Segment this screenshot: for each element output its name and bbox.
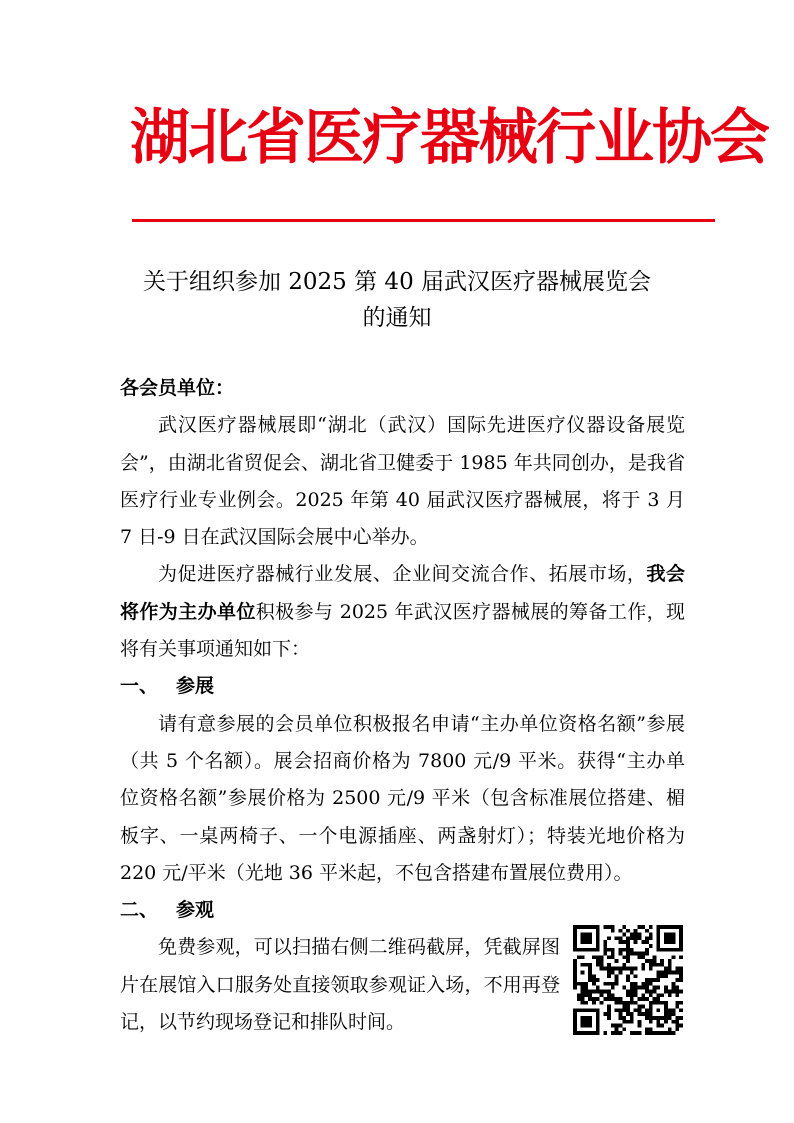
section-1-number: 一、 — [120, 675, 159, 698]
section-1-body: 请有意参展的会员单位积极报名申请“主办单位资格名额”参展（共 5 个名额）。展会招商价格为 7800 元/9 平米。获得“主办单位资格名额”参展价格为 2500 元/9 平米（包含标准展位搭建、楣板字、一桌两椅子、一个电源插座、两盏射灯）；特装光地价格为 220 元/平米（光地 36 平米起，不包含搭建布置展位费用）。 — [120, 712, 685, 884]
intro-paragraph: 武汉医疗器械展即“湖北（武汉）国际先进医疗仪器设备展览会”，由湖北省贸促会、湖北省卫健委于 1985 年共同创办，是我省医疗行业专业例会。2025 年第 40 届武汉医疗器械展，将于 3 月 7 日-9 日在武汉国际会展中心举办。 — [120, 414, 685, 549]
purpose-text-before: 为促进医疗器械行业发展、企业间交流合作、拓展市场， — [158, 563, 647, 586]
document-title — [110, 264, 684, 336]
purpose-paragraph — [120, 556, 685, 668]
salutation: 各会员单位： — [120, 377, 235, 399]
letterhead-divider — [132, 219, 715, 222]
qr-code-icon[interactable] — [573, 925, 683, 1035]
section-2-heading — [120, 892, 685, 929]
section-2-body: 免费参观，可以扫描右侧二维码截屏，凭截屏图片在展馆入口服务处直接领取参观证入场，不用再登记，以节约现场登记和排队时间。 — [120, 936, 560, 1034]
title-line-2: 的通知 — [362, 305, 432, 331]
section-1-heading — [120, 668, 685, 705]
purpose-text-after: 积极参与 2025 年武汉医疗器械展的筹备工作，现将有关事项通知如下： — [120, 600, 685, 661]
title-line-1: 关于组织参加 2025 第 40 届武汉医疗器械展览会 — [142, 269, 652, 295]
section-2-number: 二、 — [120, 899, 159, 922]
section-2-title: 参观 — [176, 899, 215, 922]
org-letterhead: 湖北省医疗器械行业协会 — [130, 103, 768, 173]
section-1-title: 参展 — [176, 675, 215, 698]
purpose-text-bold: 我会将作为主办单位 — [120, 563, 685, 623]
